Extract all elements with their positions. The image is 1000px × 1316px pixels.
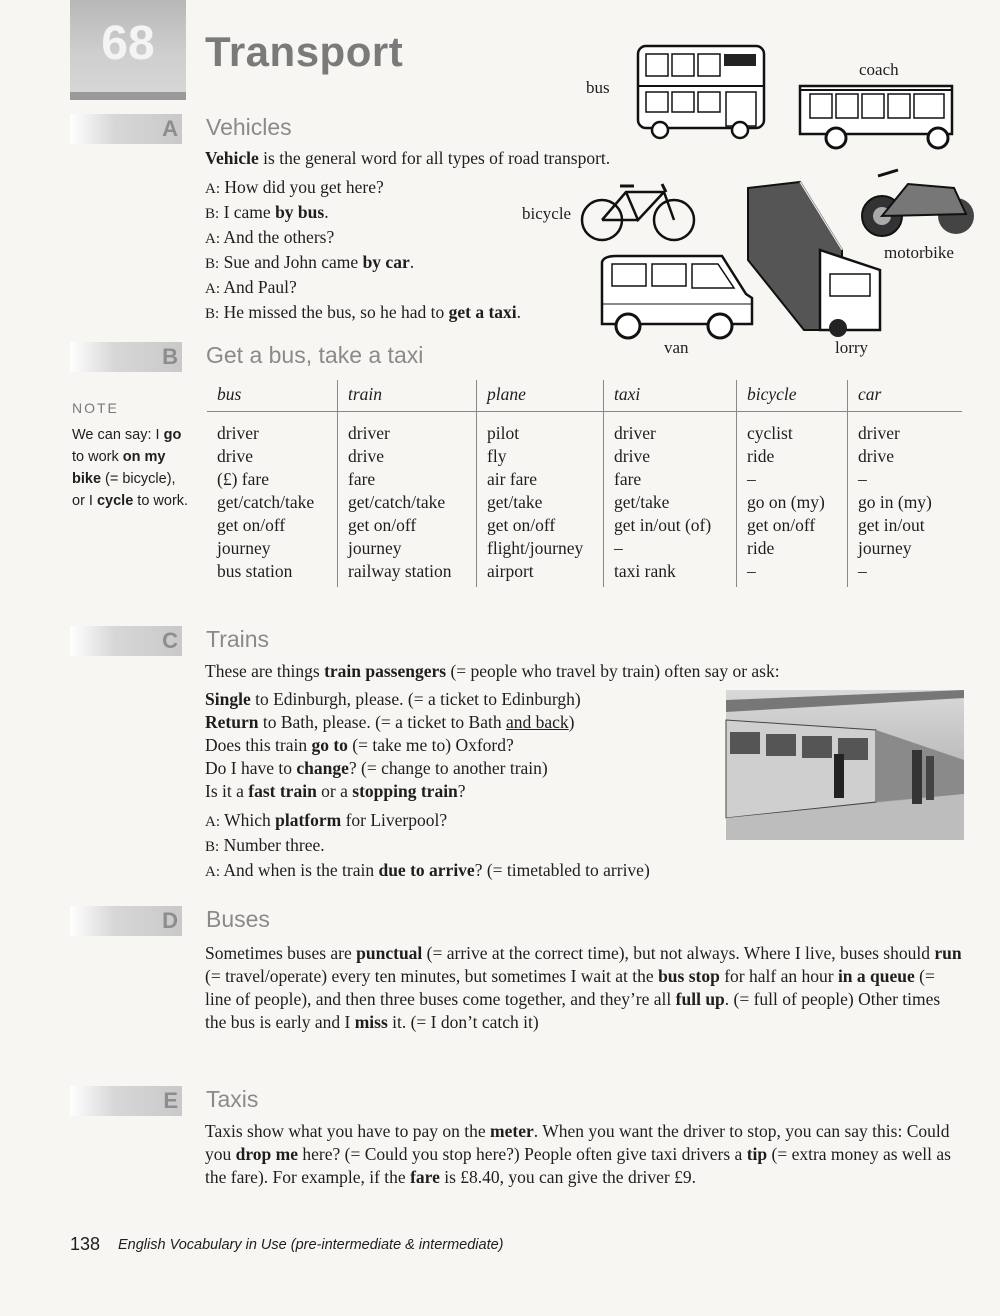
- table-cell: air fare: [477, 468, 604, 491]
- table-cell: drive: [217, 446, 253, 466]
- table-header: bus: [207, 380, 338, 412]
- section-d-text: Sometimes buses are punctual (= arrive at the correct time), but not always. Where I live, buses should run (= travel/operate) every ten minutes, but sometimes I wait at the bus stop for half an hour in a queue (= line of people), and then three buses come together, and they’re all full up. (= full of people) Other times the bus is early and I miss it. (= I don’t catch it): [205, 943, 962, 1032]
- table-cell: get/take: [604, 491, 737, 514]
- page-title: Transport: [205, 28, 404, 75]
- motorbike-label: motorbike: [884, 243, 954, 262]
- dialogue-line: A: How did you get here?: [205, 177, 384, 197]
- phrase-line: Does this train go to (= take me to) Oxford?: [205, 735, 514, 755]
- section-e-tab: [70, 1086, 182, 1116]
- table-cell: flight/journey: [477, 537, 604, 560]
- table-header: taxi: [604, 380, 737, 412]
- table-cell: pilot: [477, 412, 604, 446]
- table-cell: –: [604, 537, 737, 560]
- table-row: [207, 514, 962, 537]
- dialogue-line: B: I came by bus.: [205, 202, 329, 222]
- section-d-letter: D: [162, 908, 178, 933]
- table-cell: driver: [217, 423, 259, 443]
- section-d-title: Buses: [206, 906, 270, 932]
- section-a-intro: Vehicle is the general word for all types of road transport.: [205, 148, 611, 168]
- table-cell: get/take: [477, 491, 604, 514]
- table-cell: driver: [848, 412, 963, 446]
- vocabulary-table: [207, 380, 962, 587]
- coach-illustration: [796, 80, 956, 152]
- table-cell: journey: [848, 537, 963, 560]
- section-c-dialogue: [205, 809, 650, 884]
- table-cell: driver: [604, 412, 737, 446]
- table-cell: –: [737, 560, 848, 587]
- van-label: van: [664, 338, 689, 357]
- phrase-line: Do I have to change? (= change to another train): [205, 758, 548, 778]
- table-cell: bus station: [217, 561, 293, 581]
- section-c-intro: These are things train passengers (= people who travel by train) often say or ask:: [205, 661, 780, 681]
- phrase-line: Return to Bath, please. (= a ticket to Bath and back): [205, 712, 575, 732]
- section-d-tab: [70, 906, 182, 936]
- bus-label: bus: [586, 78, 610, 97]
- table-cell: –: [848, 468, 963, 491]
- table-cell: get on/off: [737, 514, 848, 537]
- dialogue-line: A: And when is the train due to arrive? (= timetabled to arrive): [205, 860, 650, 880]
- section-a-letter: A: [162, 116, 178, 141]
- section-a-dialogue: [205, 176, 521, 326]
- table-cell: (£) fare: [217, 469, 269, 489]
- table-cell: fare: [604, 468, 737, 491]
- note-title: NOTE: [72, 400, 119, 416]
- section-c-phrases: [205, 688, 581, 803]
- table-cell: taxi rank: [604, 560, 737, 587]
- section-e-letter: E: [163, 1088, 178, 1113]
- table-row: [207, 445, 962, 468]
- bus-illustration: [632, 40, 772, 140]
- train-platform-photo: [726, 690, 964, 840]
- note-body: We can say: I go to work on my bike (= bicycle), or I cycle to work.: [72, 427, 189, 509]
- lorry-label: lorry: [835, 338, 869, 357]
- table-cell: get on/off: [217, 515, 286, 535]
- table-cell: get/catch/take: [217, 492, 315, 512]
- section-b-title: Get a bus, take a taxi: [206, 342, 424, 368]
- table-cell: –: [737, 468, 848, 491]
- table-cell: get on/off: [338, 514, 477, 537]
- table-header: train: [338, 380, 477, 412]
- table-row: [207, 537, 962, 560]
- table-cell: ride: [737, 445, 848, 468]
- page-number: 138: [70, 1234, 101, 1254]
- dialogue-line: B: Number three.: [205, 835, 325, 855]
- table-row: [207, 560, 962, 587]
- section-e-title: Taxis: [206, 1086, 259, 1112]
- table-cell: airport: [477, 560, 604, 587]
- table-cell: go on (my): [737, 491, 848, 514]
- table-cell: get on/off: [477, 514, 604, 537]
- table-cell: go in (my): [848, 491, 963, 514]
- table-cell: ride: [737, 537, 848, 560]
- dialogue-line: B: Sue and John came by car.: [205, 252, 415, 272]
- phrase-line: Is it a fast train or a stopping train?: [205, 781, 466, 801]
- dialogue-line: A: And Paul?: [205, 277, 297, 297]
- section-a-title: Vehicles: [206, 114, 292, 140]
- dialogue-line: A: And the others?: [205, 227, 335, 247]
- table-cell: railway station: [338, 560, 477, 587]
- section-c-title: Trains: [206, 626, 270, 652]
- table-cell: –: [848, 560, 963, 587]
- section-a-tab: [70, 114, 182, 144]
- dialogue-line: B: He missed the bus, so he had to get a taxi.: [205, 302, 522, 322]
- table-header: bicycle: [737, 380, 848, 412]
- bicycle-illustration: [580, 176, 698, 246]
- section-e-text: Taxis show what you have to pay on the meter. When you want the driver to stop, you can say this: Could you drop me here? (= Could you stop here?) People often give taxi drivers a tip (= extra money as well as the fare). For example, if the fare is £8.40, you can give the driver £9.: [205, 1121, 951, 1187]
- table-cell: get in/out: [848, 514, 963, 537]
- table-cell: journey: [338, 537, 477, 560]
- table-header-row: [207, 380, 962, 412]
- book-title: English Vocabulary in Use (pre-intermediate & intermediate): [118, 1237, 504, 1253]
- table-header: plane: [477, 380, 604, 412]
- table-cell: drive: [848, 445, 963, 468]
- coach-label: coach: [859, 60, 899, 79]
- table-cell: journey: [217, 538, 271, 558]
- section-b-tab: [70, 342, 182, 372]
- table-cell: get in/out (of): [604, 514, 737, 537]
- phrase-line: Single to Edinburgh, please. (= a ticket to Edinburgh): [205, 689, 581, 709]
- section-c-tab: [70, 626, 182, 656]
- table-cell: cyclist: [737, 412, 848, 446]
- van-illustration: [596, 254, 756, 344]
- bicycle-label: bicycle: [522, 204, 572, 223]
- table-cell: get/catch/take: [338, 491, 477, 514]
- table-cell: driver: [338, 412, 477, 446]
- table-cell: fly: [477, 445, 604, 468]
- table-row: [207, 491, 962, 514]
- unit-bar: [70, 92, 186, 100]
- table-row: [207, 412, 962, 446]
- unit-number: 68: [101, 17, 155, 70]
- section-c-letter: C: [162, 628, 178, 653]
- table-cell: drive: [338, 445, 477, 468]
- motorbike-illustration: [858, 164, 978, 244]
- table-header: car: [848, 380, 963, 412]
- section-b-letter: B: [162, 344, 178, 369]
- dialogue-line: A: Which platform for Liverpool?: [205, 810, 448, 830]
- table-cell: drive: [604, 445, 737, 468]
- table-row: [207, 468, 962, 491]
- table-cell: fare: [338, 468, 477, 491]
